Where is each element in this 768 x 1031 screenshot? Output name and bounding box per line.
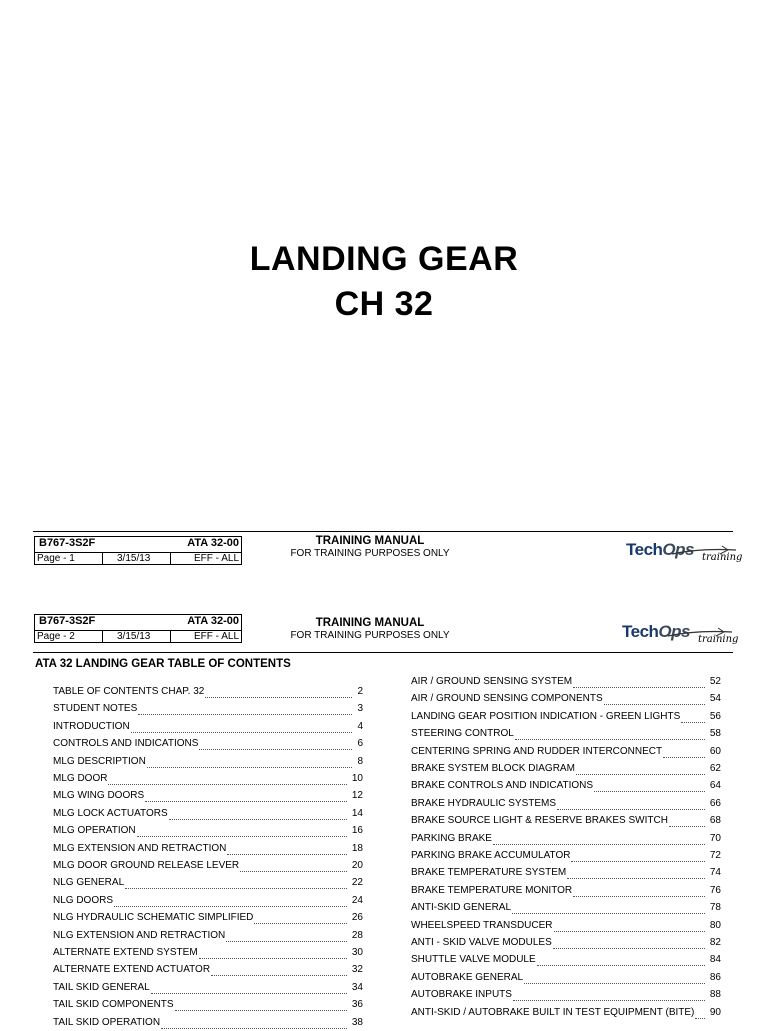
toc-entry-page: 66 bbox=[709, 797, 721, 809]
header-id-box bbox=[34, 614, 242, 643]
toc-leader-dots bbox=[512, 899, 705, 914]
toc-entry-label: BRAKE SYSTEM BLOCK DIAGRAM bbox=[411, 763, 575, 774]
toc-entry-page: 36 bbox=[351, 999, 363, 1011]
toc-leader-dots bbox=[125, 874, 347, 889]
toc-leader-dots bbox=[226, 927, 347, 942]
toc-entry-label: BRAKE HYDRAULIC SYSTEMS bbox=[411, 797, 557, 809]
toc-leader-dots bbox=[554, 917, 705, 932]
toc-entry-page: 74 bbox=[709, 867, 721, 879]
toc-entry[interactable] bbox=[53, 825, 363, 839]
toc-entry-label: MLG EXTENSION AND RETRACTION bbox=[53, 842, 227, 854]
header-training-manual bbox=[270, 617, 470, 641]
footer-subheading: FOR TRAINING PURPOSES ONLY bbox=[290, 548, 450, 559]
toc-entry-label: NLG DOORS bbox=[53, 894, 114, 906]
toc-entry[interactable] bbox=[53, 982, 363, 996]
toc-leader-dots bbox=[138, 700, 352, 715]
toc-leader-dots bbox=[145, 787, 347, 802]
header-model: B767-3S2F bbox=[39, 615, 96, 627]
toc-entry-label: ALTERNATE EXTEND ACTUATOR bbox=[53, 964, 211, 976]
toc-entry[interactable] bbox=[411, 1007, 721, 1021]
toc-leader-dots bbox=[205, 683, 352, 698]
toc-entry-label: MLG DOOR bbox=[53, 773, 108, 784]
toc-entry-label: AUTOBRAKE INPUTS bbox=[411, 989, 512, 1001]
toc-leader-dots bbox=[513, 986, 705, 1001]
toc-entry-page: 82 bbox=[709, 937, 721, 948]
header-heading: TRAINING MANUAL bbox=[315, 617, 425, 629]
toc-entry-page: 6 bbox=[357, 738, 363, 750]
toc-entry-label: MLG OPERATION bbox=[53, 825, 136, 837]
toc-entry-label: TAIL SKID OPERATION bbox=[53, 1016, 161, 1028]
toc-entry-page: 52 bbox=[709, 676, 721, 687]
toc-entry[interactable] bbox=[411, 972, 721, 986]
toc-leader-dots bbox=[199, 735, 352, 750]
chapter-title: LANDING GEAR bbox=[249, 240, 519, 278]
toc-leader-dots bbox=[493, 830, 705, 845]
toc-entry-page: 30 bbox=[351, 947, 363, 958]
toc-entry-page: 3 bbox=[357, 703, 363, 715]
toc-entry-label: BRAKE CONTROLS AND INDICATIONS bbox=[411, 780, 594, 792]
toc-entry-page: 76 bbox=[709, 884, 721, 896]
toc-leader-dots bbox=[147, 753, 353, 768]
toc-leader-dots bbox=[199, 944, 347, 959]
toc-entry-label: ANTI - SKID VALVE MODULES bbox=[411, 937, 552, 948]
toc-entry-label: NLG EXTENSION AND RETRACTION bbox=[53, 929, 226, 941]
toc-entry-label: STUDENT NOTES bbox=[53, 703, 138, 715]
techops-logo: TechOps training bbox=[622, 622, 739, 645]
toc-entry-page: 12 bbox=[351, 790, 363, 802]
toc-entry-label: ANTI-SKID / AUTOBRAKE BUILT IN TEST EQUIPMENT (BITE) bbox=[411, 1006, 695, 1018]
footer-page: Page - 1 bbox=[37, 553, 75, 564]
toc-leader-dots bbox=[131, 718, 353, 733]
footer-eff: EFF - ALL bbox=[193, 553, 239, 564]
toc-entry[interactable] bbox=[411, 798, 721, 812]
toc-entry-page: 2 bbox=[357, 686, 363, 697]
toc-entry-label: ANTI-SKID GENERAL bbox=[411, 902, 512, 914]
toc-entry[interactable] bbox=[53, 843, 363, 857]
toc-leader-dots bbox=[537, 951, 705, 966]
toc-entry[interactable] bbox=[53, 860, 363, 874]
toc-entry-label: BRAKE TEMPERATURE MONITOR bbox=[411, 884, 573, 896]
toc-entry-label: INTRODUCTION bbox=[53, 720, 130, 732]
footer-model: B767-3S2F bbox=[39, 537, 96, 549]
toc-entry-label: MLG LOCK ACTUATORS bbox=[53, 807, 168, 819]
footer-ata: ATA 32-00 bbox=[187, 537, 239, 549]
toc-leader-dots bbox=[515, 725, 705, 740]
footer-date: 3/15/13 bbox=[117, 553, 151, 564]
toc-entry-page: 84 bbox=[709, 954, 721, 966]
toc-entry-label: TABLE OF CONTENTS CHAP. 32 bbox=[53, 686, 205, 697]
toc-leader-dots bbox=[573, 673, 705, 688]
toc-entry-page: 26 bbox=[351, 912, 363, 924]
toc-entry[interactable] bbox=[411, 676, 721, 690]
toc-entry-label: BRAKE TEMPERATURE SYSTEM bbox=[411, 867, 567, 879]
toc-entry[interactable] bbox=[411, 885, 721, 899]
toc-entry-page: 22 bbox=[351, 877, 363, 889]
toc-entry[interactable] bbox=[411, 815, 721, 829]
toc-entry[interactable] bbox=[411, 902, 721, 916]
toc-leader-dots bbox=[553, 934, 705, 949]
toc-leader-dots bbox=[254, 909, 346, 924]
toc-entry-page: 4 bbox=[357, 720, 363, 732]
toc-entry-label: TAIL SKID COMPONENTS bbox=[53, 999, 174, 1011]
toc-entry[interactable] bbox=[411, 867, 721, 881]
header-page: Page - 2 bbox=[37, 631, 75, 642]
toc-entry-label: NLG GENERAL bbox=[53, 877, 125, 889]
toc-entry[interactable] bbox=[53, 895, 363, 909]
toc-entry[interactable] bbox=[411, 833, 721, 847]
toc-entry[interactable] bbox=[53, 703, 363, 717]
toc-entry-page: 14 bbox=[351, 807, 363, 819]
toc-entry-page: 70 bbox=[709, 832, 721, 844]
toc-entry-label: ALTERNATE EXTEND SYSTEM bbox=[53, 947, 198, 958]
toc-leader-dots bbox=[669, 812, 705, 827]
chapter-number: CH 32 bbox=[334, 285, 434, 323]
toc-leader-dots bbox=[114, 892, 347, 907]
toc-leader-dots bbox=[161, 1014, 347, 1029]
techops-logo: TechOps training bbox=[626, 540, 743, 563]
toc-entry[interactable] bbox=[411, 954, 721, 968]
toc-entry[interactable] bbox=[53, 999, 363, 1013]
toc-entry[interactable] bbox=[53, 738, 363, 752]
toc-entry-label: SHUTTLE VALVE MODULE bbox=[411, 954, 536, 966]
toc-entry[interactable] bbox=[411, 763, 721, 777]
toc-entry-label: PARKING BRAKE bbox=[411, 832, 492, 844]
toc-entry-page: 54 bbox=[709, 693, 721, 705]
toc-entry[interactable] bbox=[53, 947, 363, 961]
toc-entry[interactable] bbox=[411, 937, 721, 951]
toc-entry-page: 10 bbox=[351, 773, 363, 784]
toc-entry-page: 20 bbox=[351, 860, 363, 871]
toc-leader-dots bbox=[571, 847, 704, 862]
toc-title: ATA 32 LANDING GEAR TABLE OF CONTENTS bbox=[35, 658, 291, 670]
toc-entry-page: 60 bbox=[709, 745, 721, 757]
toc-entry-page: 18 bbox=[351, 842, 363, 854]
toc-entry-label: PARKING BRAKE ACCUMULATOR bbox=[411, 850, 571, 861]
toc-entry[interactable] bbox=[411, 780, 721, 794]
toc-entry-page: 90 bbox=[709, 1006, 721, 1018]
toc-entry[interactable] bbox=[53, 790, 363, 804]
toc-entry[interactable] bbox=[53, 912, 363, 926]
toc-entry-page: 32 bbox=[351, 964, 363, 976]
toc-entry-label: CONTROLS AND INDICATIONS bbox=[53, 738, 199, 750]
toc-entry[interactable] bbox=[53, 964, 363, 978]
toc-leader-dots bbox=[211, 961, 347, 976]
toc-entry-page: 86 bbox=[709, 971, 721, 983]
toc-leader-dots bbox=[240, 857, 347, 872]
toc-entry-page: 28 bbox=[351, 929, 363, 941]
toc-entry[interactable] bbox=[411, 989, 721, 1003]
toc-entry[interactable] bbox=[53, 808, 363, 822]
toc-leader-dots bbox=[573, 882, 705, 897]
toc-leader-dots bbox=[567, 864, 705, 879]
header-date: 3/15/13 bbox=[117, 631, 151, 642]
toc-entry-page: 78 bbox=[709, 902, 721, 914]
footer-id-box bbox=[34, 536, 242, 565]
toc-entry[interactable] bbox=[411, 728, 721, 742]
toc-entry-label: TAIL SKID GENERAL bbox=[53, 981, 150, 993]
toc-leader-dots bbox=[594, 777, 705, 792]
toc-entry-page: 8 bbox=[357, 755, 363, 767]
toc-entry[interactable] bbox=[411, 920, 721, 934]
toc-leader-dots bbox=[137, 822, 347, 837]
header-subheading: FOR TRAINING PURPOSES ONLY bbox=[290, 630, 450, 641]
toc-entry[interactable] bbox=[411, 711, 721, 725]
toc-entry[interactable] bbox=[53, 756, 363, 770]
toc-entry-label: MLG DESCRIPTION bbox=[53, 755, 146, 767]
toc-entry-page: 72 bbox=[709, 850, 721, 861]
toc-leader-dots bbox=[557, 795, 705, 810]
toc-entry-page: 68 bbox=[709, 815, 721, 827]
toc-leader-dots bbox=[175, 996, 347, 1011]
toc-leader-dots bbox=[604, 690, 705, 705]
toc-entry-page: 58 bbox=[709, 728, 721, 740]
toc-leader-dots bbox=[576, 760, 705, 775]
toc-entry-page: 62 bbox=[709, 763, 721, 774]
toc-entry-page: 38 bbox=[351, 1016, 363, 1028]
toc-entry-label: WHEELSPEED TRANSDUCER bbox=[411, 919, 553, 931]
header-rule bbox=[33, 652, 733, 653]
toc-entry-label: AIR / GROUND SENSING SYSTEM bbox=[411, 676, 573, 687]
toc-entry-label: LANDING GEAR POSITION INDICATION - GREEN LIGHTS bbox=[411, 710, 681, 722]
toc-leader-dots bbox=[524, 969, 705, 984]
toc-entry-label: MLG WING DOORS bbox=[53, 790, 145, 802]
toc-entry-page: 88 bbox=[709, 989, 721, 1001]
toc-leader-dots bbox=[151, 979, 347, 994]
toc-entry[interactable] bbox=[411, 746, 721, 760]
toc-leader-dots bbox=[663, 743, 705, 758]
toc-entry[interactable] bbox=[53, 686, 363, 700]
toc-leader-dots bbox=[681, 708, 705, 723]
toc-entry[interactable] bbox=[53, 721, 363, 735]
toc-entry[interactable] bbox=[53, 773, 363, 787]
toc-entry-label: AUTOBRAKE GENERAL bbox=[411, 971, 524, 983]
toc-entry-label: STEERING CONTROL bbox=[411, 728, 514, 740]
toc-entry-label: MLG DOOR GROUND RELEASE LEVER bbox=[53, 860, 240, 871]
toc-entry-page: 34 bbox=[351, 981, 363, 993]
toc-entry[interactable] bbox=[53, 930, 363, 944]
toc-entry-label: NLG HYDRAULIC SCHEMATIC SIMPLIFIED bbox=[53, 912, 254, 924]
footer-training-manual bbox=[270, 535, 470, 559]
toc-leader-dots bbox=[227, 840, 347, 855]
toc-leader-dots bbox=[169, 805, 347, 820]
toc-leader-dots bbox=[695, 1004, 704, 1019]
toc-entry-label: BRAKE SOURCE LIGHT & RESERVE BRAKES SWITCH bbox=[411, 815, 668, 827]
toc-entry-page: 80 bbox=[709, 919, 721, 931]
toc-entry[interactable] bbox=[411, 850, 721, 864]
toc-entry-label: AIR / GROUND SENSING COMPONENTS bbox=[411, 693, 603, 705]
toc-entry-page: 56 bbox=[709, 710, 721, 722]
toc-entry[interactable] bbox=[53, 877, 363, 891]
toc-entry-page: 16 bbox=[351, 825, 363, 837]
toc-entry-page: 24 bbox=[351, 894, 363, 906]
header-eff: EFF - ALL bbox=[193, 631, 239, 642]
toc-entry-page: 64 bbox=[709, 780, 721, 792]
footer-heading: TRAINING MANUAL bbox=[315, 535, 425, 547]
toc-entry[interactable] bbox=[411, 693, 721, 707]
footer-rule bbox=[33, 531, 733, 532]
header-ata: ATA 32-00 bbox=[187, 615, 239, 627]
toc-leader-dots bbox=[108, 770, 346, 785]
toc-entry-label: CENTERING SPRING AND RUDDER INTERCONNECT bbox=[411, 745, 663, 757]
